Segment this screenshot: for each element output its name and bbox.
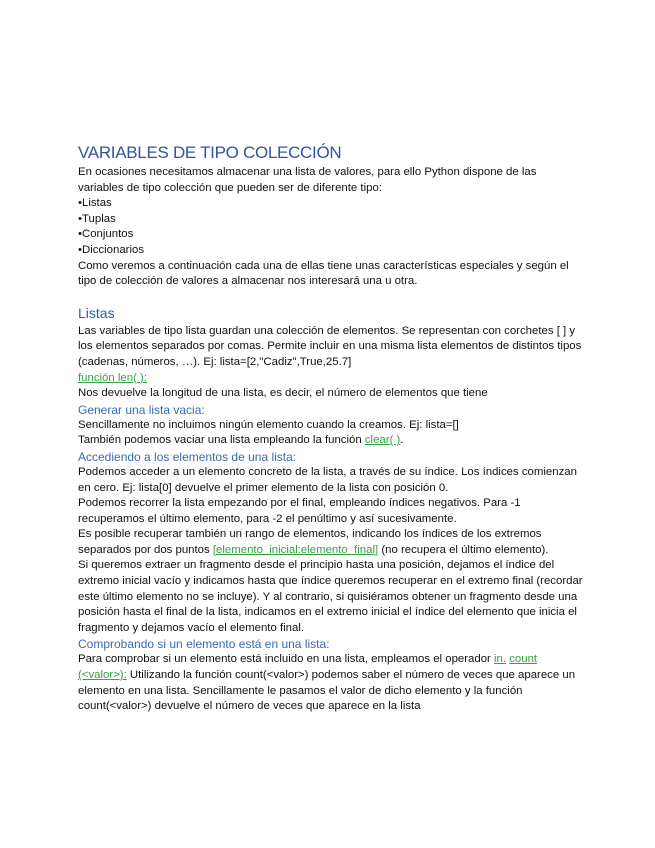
access-paragraph-3 <box>78 527 583 558</box>
access-paragraph-2: Podemos recorrer la lista empezando por el final, empleando índices negativos. Para -1 recuperamos el último elemento, para -2 el penúltimo y así sucesivamente. <box>78 497 521 525</box>
len-description: Nos devuelve la longitud de una lista, es decir, el número de elementos que tiene <box>78 387 488 400</box>
list-item: • Tuplas <box>78 212 583 228</box>
range-text-post: (no recupera el último elemento). <box>378 543 549 556</box>
document-content <box>78 143 583 715</box>
list-item: • Conjuntos <box>78 227 583 243</box>
clear-paragraph <box>78 433 583 449</box>
collection-types-list <box>78 196 583 258</box>
clear-text-pre: También podemos vaciar una lista empleando la función <box>78 434 365 447</box>
len-function-link[interactable]: función len( ): <box>78 371 148 384</box>
range-syntax-link[interactable]: [elemento_inicial:elemento_final] <box>212 543 379 556</box>
section-heading-listas: Listas <box>78 304 115 321</box>
clear-function-link[interactable]: clear( ) <box>364 434 401 447</box>
range-text-pre: Es posible recuperar también un rango de elementos, indicando los índices de los extremos separados por dos puntos <box>78 528 542 556</box>
intro-paragraph: En ocasiones necesitamos almacenar una lista de valores, para ello Python dispone de las variables de tipo colección que pueden ser de diferente tipo: <box>78 166 537 194</box>
count-function-link[interactable]: count (<valor>): <box>78 653 538 682</box>
subheading-empty-list: Generar una lista vacia: <box>78 402 205 417</box>
empty-list-text: Sencillamente no incluimos ningún elemento cuando la creamos. Ej: lista=[] <box>78 418 459 431</box>
intro-closing: Como veremos a continuación cada una de ellas tiene unas características especiales y según el tipo de colección de valores a almacenar nos interesará una u otra. <box>78 259 569 288</box>
access-paragraph-4: Si queremos extraer un fragmento desde el principio hasta una posición, dejamos el índice del extremo inicial vacío y indicamos hasta que índice queremos recuperar en el extremo final (recordar este último elemento no se incluye). Y al contrario, si quisiéramos obtener un fragmento desde una posición hasta el final de la lista, indicamos en el extremo inicial el índice del elemento que inicia el fragmento y dejamos vacío el elemento final. <box>78 559 583 634</box>
page-title: VARIABLES DE TIPO COLECCIÓN <box>78 143 342 162</box>
list-item: • Diccionarios <box>78 243 583 259</box>
check-text-pre: Para comprobar si un elemento está incluido en una lista, empleamos el operador <box>78 653 494 666</box>
subheading-check: Comprobando si un elemento está en una lista: <box>78 637 330 652</box>
subheading-access: Accediendo a los elementos de una lista: <box>78 449 297 464</box>
listas-description: Las variables de tipo lista guardan una colección de elementos. Se representan con corchetes [ ] y los elementos separados por comas. Permite incluir en una misma lista elementos de distintos tipos (cadenas, números, …). Ej: lista=[2,"Cadiz",True,25.7] <box>78 324 582 368</box>
clear-text-post: . <box>400 434 404 447</box>
in-operator-link[interactable]: in. <box>494 653 507 666</box>
access-paragraph-1: Podemos acceder a un elemento concreto de la lista, a través de su índice. Los índices comienzan en cero. Ej: lista[0] devuelve el primer elemento de la lista con posición 0. <box>78 465 577 494</box>
check-text-post: Utilizando la función count(<valor>) podemos saber el número de veces que aparece un elemento en una lista. Sencillamente le pasamos el valor de dicho elemento y la función count(<valor>) devuelve el número de veces que aparece en la lista <box>78 669 576 713</box>
list-item: • Listas <box>78 196 583 212</box>
check-paragraph <box>78 652 583 714</box>
